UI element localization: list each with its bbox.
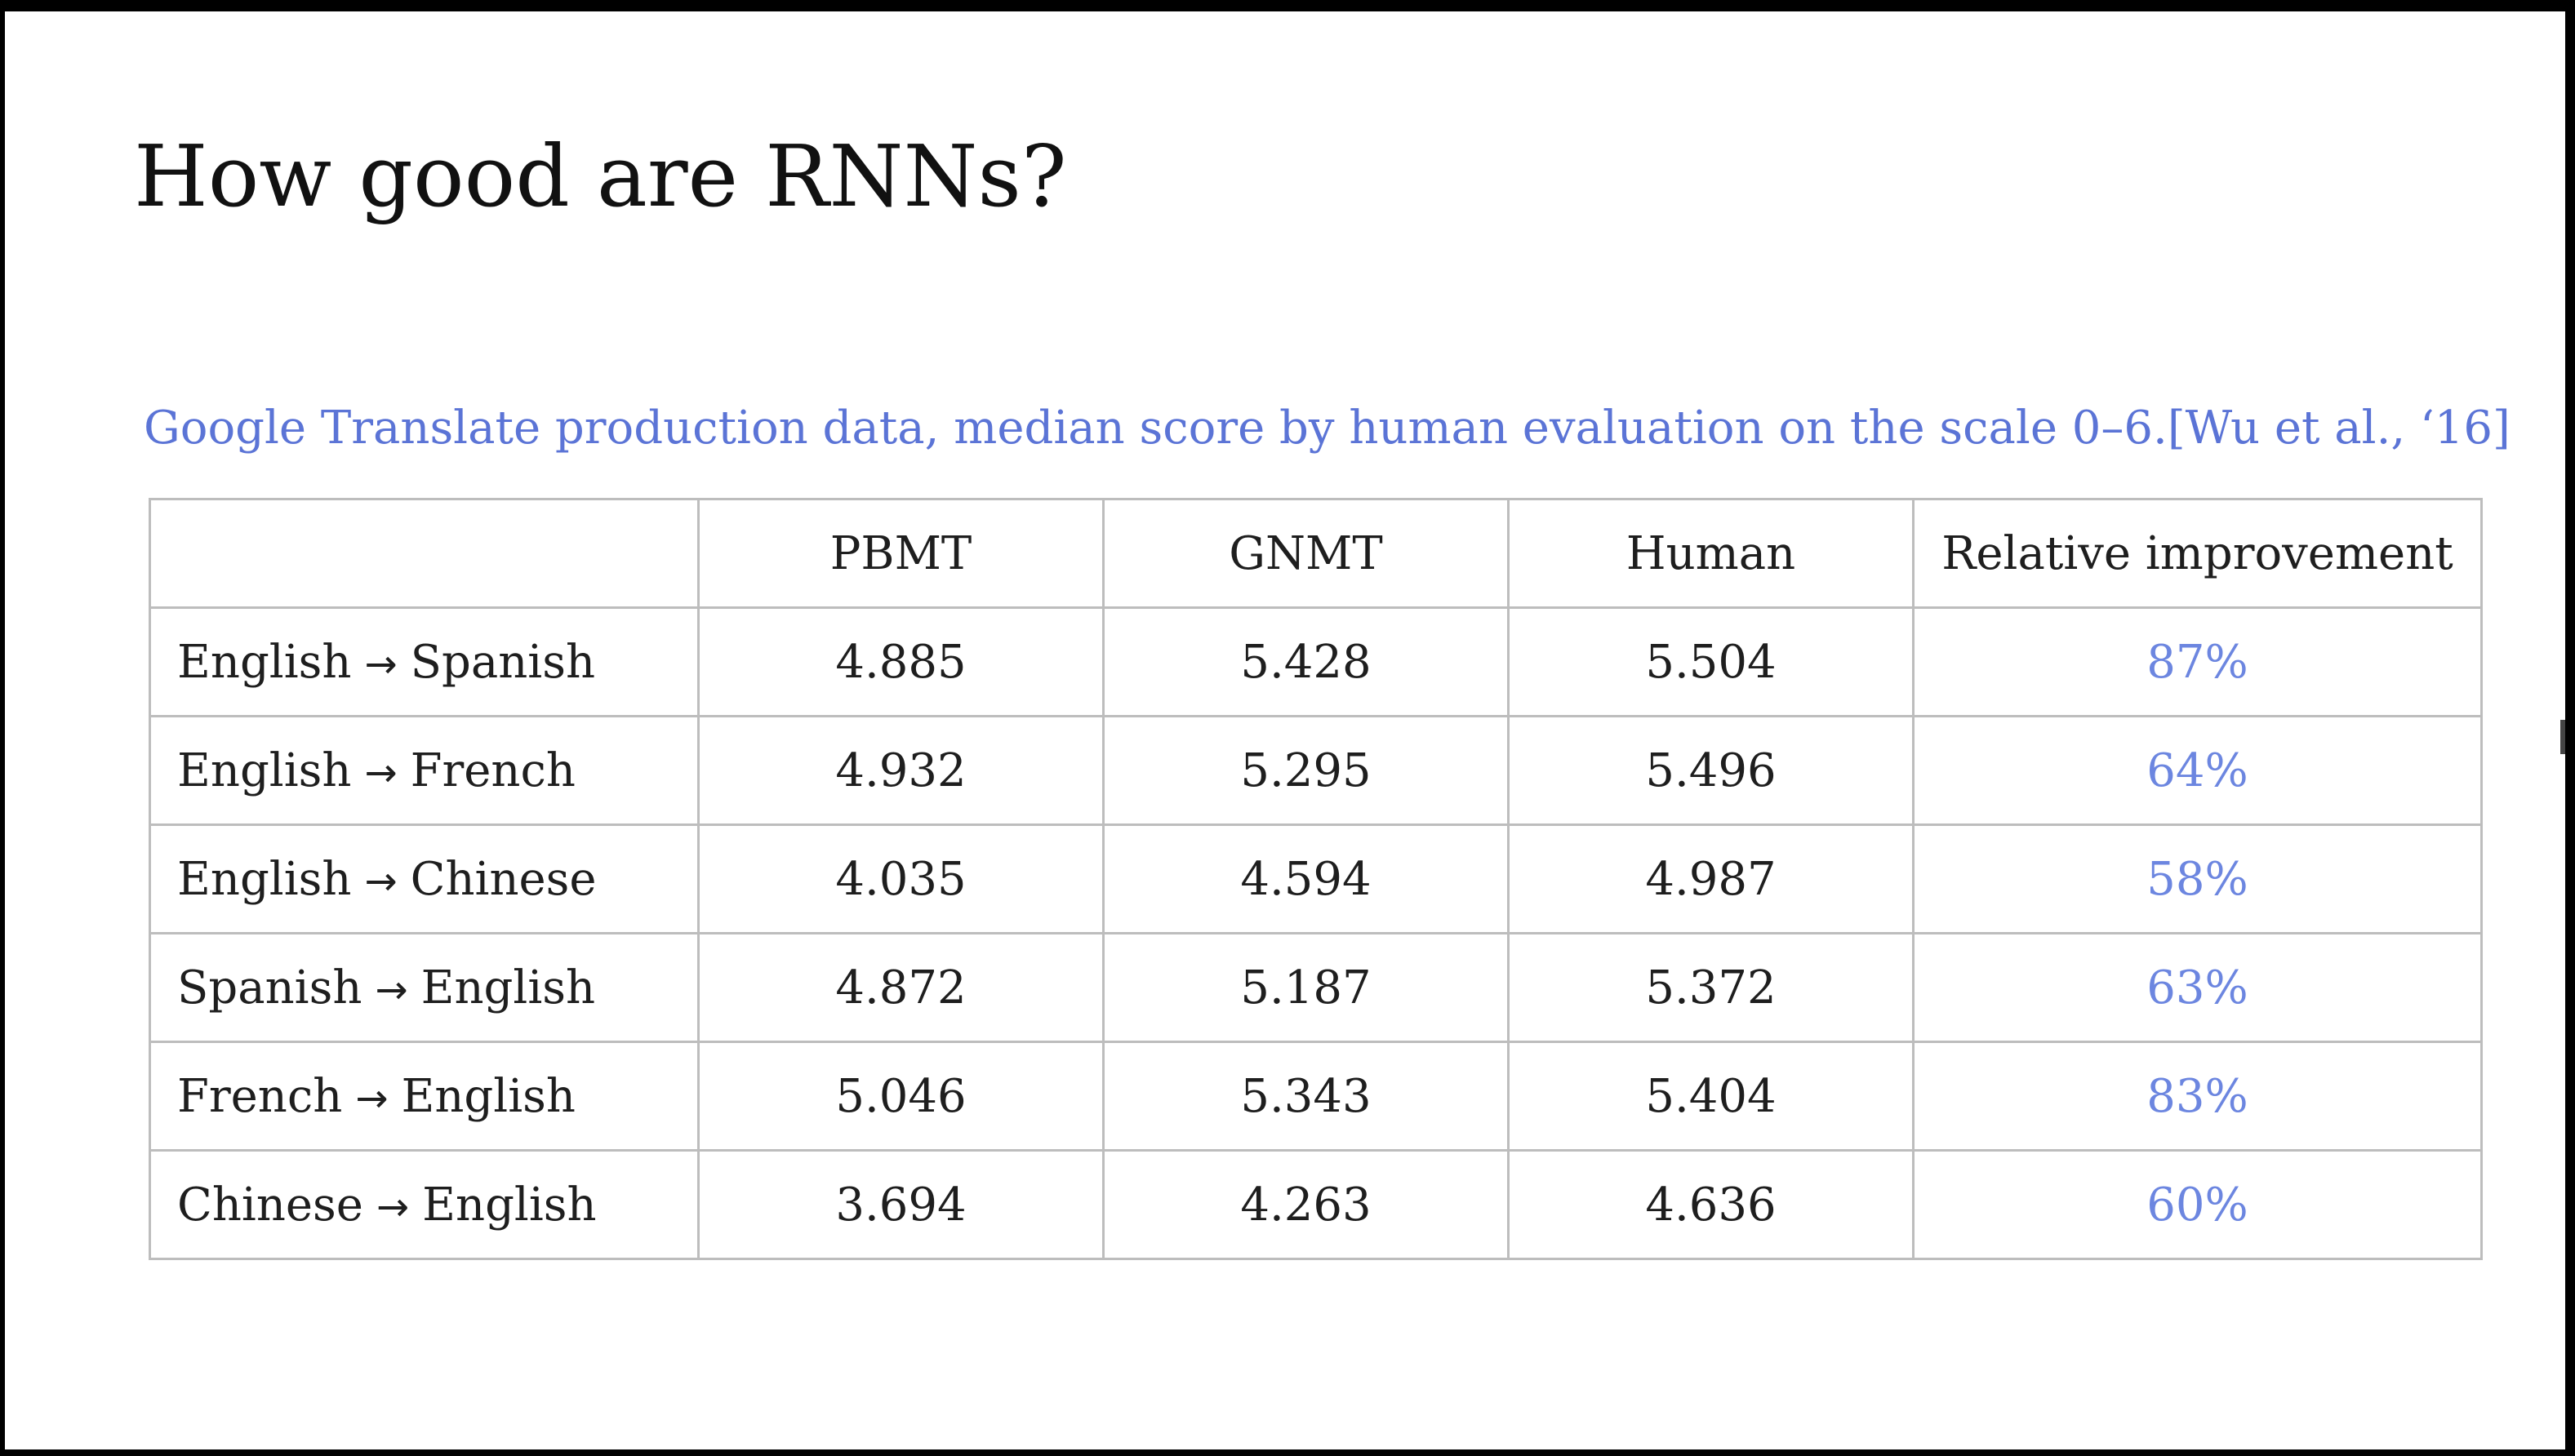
language-pair-cell [150, 934, 699, 1042]
source-language: French [177, 1069, 343, 1123]
table-caption: Google Translate production data, median score by human evaluation on the scale 0–6. [144, 401, 2168, 455]
gnmt-score-cell: 5.187 [1104, 934, 1509, 1042]
arrow-right-icon: → [364, 641, 398, 687]
relative-improvement-cell: 63% [1914, 934, 2482, 1042]
language-pair-cell [150, 608, 699, 717]
citation: [Wu et al., ‘16] [2167, 401, 2511, 455]
slide-title: How good are RNNs? [134, 127, 1067, 226]
source-language: Spanish [177, 961, 362, 1014]
target-language: English [420, 961, 596, 1014]
relative-improvement-cell: 64% [1914, 717, 2482, 825]
header-cell-human: Human [1509, 499, 1914, 608]
source-language: English [177, 635, 352, 689]
gnmt-score-cell: 4.263 [1104, 1151, 1509, 1259]
results-table [149, 498, 2483, 1260]
source-language: English [177, 744, 352, 797]
header-cell-corner [150, 499, 699, 608]
human-score-cell: 4.987 [1509, 825, 1914, 934]
human-score-cell: 5.504 [1509, 608, 1914, 717]
slide [5, 11, 2565, 1449]
source-language: Chinese [177, 1178, 363, 1232]
header-cell-pbmt: PBMT [699, 499, 1104, 608]
table-row [150, 608, 2482, 717]
table-row [150, 934, 2482, 1042]
gnmt-score-cell: 5.295 [1104, 717, 1509, 825]
pbmt-score-cell: 4.035 [699, 825, 1104, 934]
table-header-row [150, 499, 2482, 608]
table-body [150, 608, 2482, 1259]
human-score-cell: 5.372 [1509, 934, 1914, 1042]
relative-improvement-cell: 58% [1914, 825, 2482, 934]
target-language: French [410, 744, 576, 797]
arrow-right-icon: → [375, 966, 408, 1013]
relative-improvement-cell: 83% [1914, 1042, 2482, 1151]
pbmt-score-cell: 4.885 [699, 608, 1104, 717]
gnmt-score-cell: 5.343 [1104, 1042, 1509, 1151]
language-pair-cell [150, 717, 699, 825]
pbmt-score-cell: 4.872 [699, 934, 1104, 1042]
source-language: English [177, 852, 352, 906]
table-row [150, 1151, 2482, 1259]
human-score-cell: 5.496 [1509, 717, 1914, 825]
target-language: Spanish [410, 635, 596, 689]
caption-row [144, 395, 2511, 460]
pbmt-score-cell: 4.932 [699, 717, 1104, 825]
scroll-indicator [2560, 720, 2565, 754]
gnmt-score-cell: 5.428 [1104, 608, 1509, 717]
arrow-right-icon: → [376, 1183, 410, 1230]
pbmt-score-cell: 3.694 [699, 1151, 1104, 1259]
target-language: Chinese [410, 852, 597, 906]
table-row [150, 717, 2482, 825]
arrow-right-icon: → [364, 749, 398, 796]
gnmt-score-cell: 4.594 [1104, 825, 1509, 934]
header-cell-relative-improvement: Relative improvement [1914, 499, 2482, 608]
header-cell-gnmt: GNMT [1104, 499, 1509, 608]
relative-improvement-cell: 87% [1914, 608, 2482, 717]
language-pair-cell [150, 825, 699, 934]
language-pair-cell [150, 1151, 699, 1259]
target-language: English [401, 1069, 576, 1123]
human-score-cell: 4.636 [1509, 1151, 1914, 1259]
table-row [150, 825, 2482, 934]
pbmt-score-cell: 5.046 [699, 1042, 1104, 1151]
target-language: English [422, 1178, 597, 1232]
table-row [150, 1042, 2482, 1151]
relative-improvement-cell: 60% [1914, 1151, 2482, 1259]
arrow-right-icon: → [364, 858, 398, 904]
human-score-cell: 5.404 [1509, 1042, 1914, 1151]
language-pair-cell [150, 1042, 699, 1151]
arrow-right-icon: → [355, 1075, 389, 1121]
